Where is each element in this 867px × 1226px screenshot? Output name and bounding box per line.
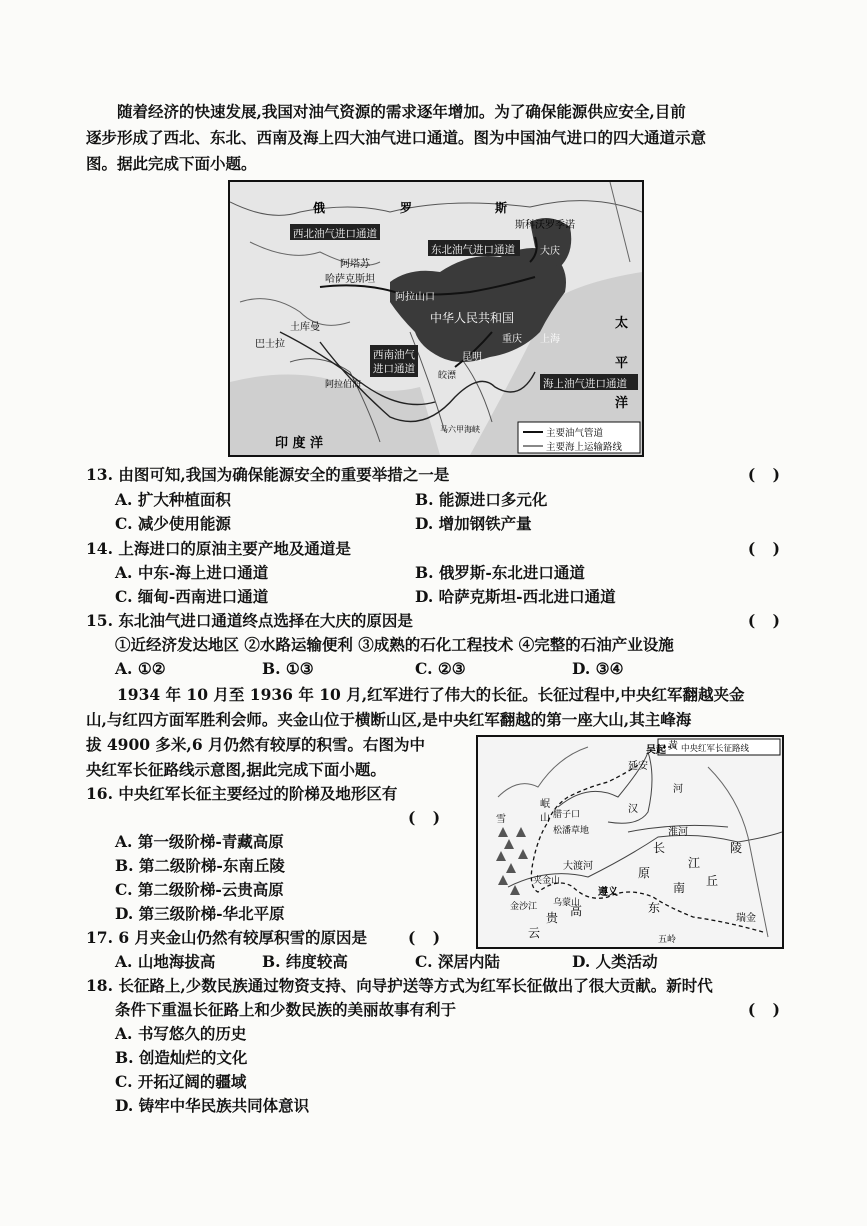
q15-option-d[interactable]: D. ③④ <box>572 659 624 678</box>
lazikou-label: 腊子口 <box>553 810 581 820</box>
pacific-label-3: 洋 <box>615 396 629 411</box>
kyaukpyu-label: 皎漂 <box>438 371 457 381</box>
q18-option-c[interactable]: C. 开拓辽阔的疆域 <box>115 1072 247 1091</box>
gwadar-label: 巴士拉 <box>255 339 285 350</box>
wumeng-label: 乌蒙山 <box>553 898 581 908</box>
jiajin-label: 夹金山 <box>533 876 561 886</box>
q15-option-a[interactable]: A. ①② <box>115 659 166 678</box>
q13-stem-line <box>86 463 786 487</box>
min-label: 岷 <box>540 799 550 810</box>
q15-answer-paren[interactable]: ( ) <box>747 611 786 630</box>
q18-option-a[interactable]: A. 书写悠久的历史 <box>115 1024 247 1043</box>
q13-option-b[interactable]: B. 能源进口多元化 <box>415 490 548 509</box>
legend-long-march: 中央红军长征路线 <box>681 744 750 754</box>
pacific-label-2: 平 <box>615 356 629 371</box>
q18-option-d[interactable]: D. 铸牢中华民族共同体意识 <box>115 1096 310 1115</box>
q13-answer-paren[interactable]: ( ) <box>747 465 786 484</box>
intro1-line3: 图。据此完成下面小题。 <box>86 154 257 173</box>
q14-stem: 14. 上海进口的原油主要产地及通道是 <box>86 539 351 558</box>
intro2-line3: 拔 4900 多米,6 月仍然有较厚的积雪。右图为中 <box>86 735 426 754</box>
gao-label: 高 <box>570 904 583 918</box>
indian-ocean-label: 印 度 洋 <box>275 436 324 451</box>
dong-label: 东 <box>648 901 661 915</box>
q17-option-d[interactable]: D. 人类活动 <box>572 952 658 971</box>
jiang-label: 江 <box>688 856 701 870</box>
atasu-label: 阿塔苏 <box>340 259 370 270</box>
q18-answer-paren[interactable]: ( ) <box>747 1000 786 1019</box>
q16-option-a[interactable]: A. 第一级阶梯-青藏高原 <box>115 832 284 851</box>
q18-stem-line2-row <box>86 998 786 1022</box>
q18-stem-line2: 条件下重温长征路上和少数民族的美丽故事有利于 <box>115 1000 457 1019</box>
q14-option-b[interactable]: B. 俄罗斯-东北进口通道 <box>415 563 585 582</box>
turkmen-label: 土库曼 <box>290 322 320 333</box>
nan-label: 南 <box>673 881 686 895</box>
intro1-line1: 随着经济的快速发展,我国对油气资源的需求逐年增加。为了确保能源供应安全,目前 <box>117 102 686 121</box>
han-label: 汉 <box>628 804 638 815</box>
q17-option-c[interactable]: C. 深居内陆 <box>415 952 500 971</box>
pacific-label-1: 太 <box>615 316 629 331</box>
novo-label: 斯科沃罗季诺 <box>515 220 575 231</box>
oil-gas-channel-map <box>228 180 644 457</box>
q18-option-b[interactable]: B. 创造灿烂的文化 <box>115 1048 248 1067</box>
he-label: 河 <box>673 784 683 795</box>
kunming-label: 昆明 <box>462 352 482 363</box>
russia-label-2: 罗 <box>400 201 413 215</box>
shanghai-label: 上海 <box>540 334 560 345</box>
wuling-label: 五岭 <box>658 935 677 945</box>
wuqi-label: 吴起 <box>646 745 666 756</box>
kazakh-label: 哈萨克斯坦 <box>325 274 375 285</box>
long-march-map <box>476 735 784 949</box>
q15-option-b[interactable]: B. ①③ <box>262 659 314 678</box>
songpan-label: 松潘草地 <box>553 826 590 836</box>
russia-label-3: 斯 <box>495 201 508 215</box>
huaihe-label: 淮河 <box>668 827 688 838</box>
dadu-label: 大渡河 <box>563 861 593 872</box>
q16-option-c[interactable]: C. 第二级阶梯-云贵高原 <box>115 880 284 899</box>
ling-label: 陵 <box>730 841 743 855</box>
q17-stem: 17. 6 月夹金山仍然有较厚积雪的原因是 <box>86 928 368 947</box>
q14-stem-line <box>86 537 786 561</box>
q16-stem: 16. 中央红军长征主要经过的阶梯及地形区有 <box>86 784 398 803</box>
sw-channel-label-2: 进口通道 <box>373 363 415 375</box>
legend-sea-route: 主要海上运输路线 <box>546 442 623 453</box>
russia-label-1: 俄 <box>313 201 326 215</box>
q14-option-d[interactable]: D. 哈萨克斯坦-西北进口通道 <box>415 587 616 606</box>
q15-stem-line <box>86 609 786 633</box>
q17-answer-paren[interactable]: ( ) <box>408 928 447 947</box>
q13-option-a[interactable]: A. 扩大种植面积 <box>115 490 231 509</box>
ne-channel-label: 东北油气进口通道 <box>431 244 515 256</box>
intro2-line4: 央红军长征路线示意图,据此完成下面小题。 <box>86 760 386 779</box>
chang-label: 长 <box>653 841 666 855</box>
yun-label: 云 <box>528 926 541 940</box>
q15-stem: 15. 东北油气进口通道终点选择在大庆的原因是 <box>86 611 413 630</box>
sea-channel-label: 海上油气进口通道 <box>543 378 627 390</box>
q14-answer-paren[interactable]: ( ) <box>747 539 786 558</box>
q14-option-c[interactable]: C. 缅甸-西南进口通道 <box>115 587 269 606</box>
q15-option-c[interactable]: C. ②③ <box>415 659 466 678</box>
q17-option-b[interactable]: B. 纬度较高 <box>262 952 348 971</box>
jinsha-label: 金沙江 <box>510 902 538 912</box>
q13-option-d[interactable]: D. 增加钢铁产量 <box>415 514 532 533</box>
q18-stem-line1: 18. 长征路上,少数民族通过物资支持、向导护送等方式为红军长征做出了很大贡献。新时代 <box>86 976 713 995</box>
yanan-label: 延安 <box>628 761 648 772</box>
q13-option-c[interactable]: C. 减少使用能源 <box>115 514 231 533</box>
q14-option-a[interactable]: A. 中东-海上进口通道 <box>115 563 269 582</box>
intro1-line2: 逐步形成了西北、东北、西南及海上四大油气进口通道。图为中国油气进口的四大通道示意 <box>86 128 707 147</box>
sw-channel-label-1: 西南油气 <box>373 349 415 361</box>
daqing-label: 大庆 <box>540 246 560 257</box>
xue-label: 雪 <box>496 814 506 825</box>
q16-answer-paren[interactable]: ( ) <box>408 808 447 827</box>
yuan-label: 原 <box>638 866 651 880</box>
china-label: 中华人民共和国 <box>430 311 515 325</box>
nw-channel-label: 西北油气进口通道 <box>293 228 377 240</box>
huang-label: 黄 <box>668 741 678 752</box>
q13-stem: 13. 由图可知,我国为确保能源安全的重要举措之一是 <box>86 465 450 484</box>
chongqing-label: 重庆 <box>502 334 522 345</box>
intro2-line1: 1934 年 10 月至 1936 年 10 月,红军进行了伟大的长征。长征过程中,中央红军翻越夹金 <box>117 685 745 704</box>
q15-items: ①近经济发达地区 ②水路运输便利 ③成熟的石化工程技术 ④完整的石油产业设施 <box>115 635 674 654</box>
malacca-label: 马六甲海峡 <box>440 425 480 434</box>
intro2-line2: 山,与红四方面军胜利会师。夹金山位于横断山区,是中央红军翻越的第一座大山,其主峰海 <box>86 710 692 729</box>
gui-label: 贵 <box>546 911 559 925</box>
ruijin-label: 瑞金 <box>736 913 756 924</box>
qiu-label: 丘 <box>706 874 719 888</box>
legend-pipeline: 主要油气管道 <box>546 428 604 439</box>
q16-option-d[interactable]: D. 第三级阶梯-华北平原 <box>115 904 285 923</box>
alashankou-label: 阿拉山口 <box>395 292 435 303</box>
arabian-sea-label: 阿拉伯海 <box>325 380 362 390</box>
zunyi-label: 遵义 <box>598 887 618 898</box>
shan-label: 山 <box>540 813 550 824</box>
q16-option-b[interactable]: B. 第二级阶梯-东南丘陵 <box>115 856 285 875</box>
q17-option-a[interactable]: A. 山地海拔高 <box>115 952 216 971</box>
